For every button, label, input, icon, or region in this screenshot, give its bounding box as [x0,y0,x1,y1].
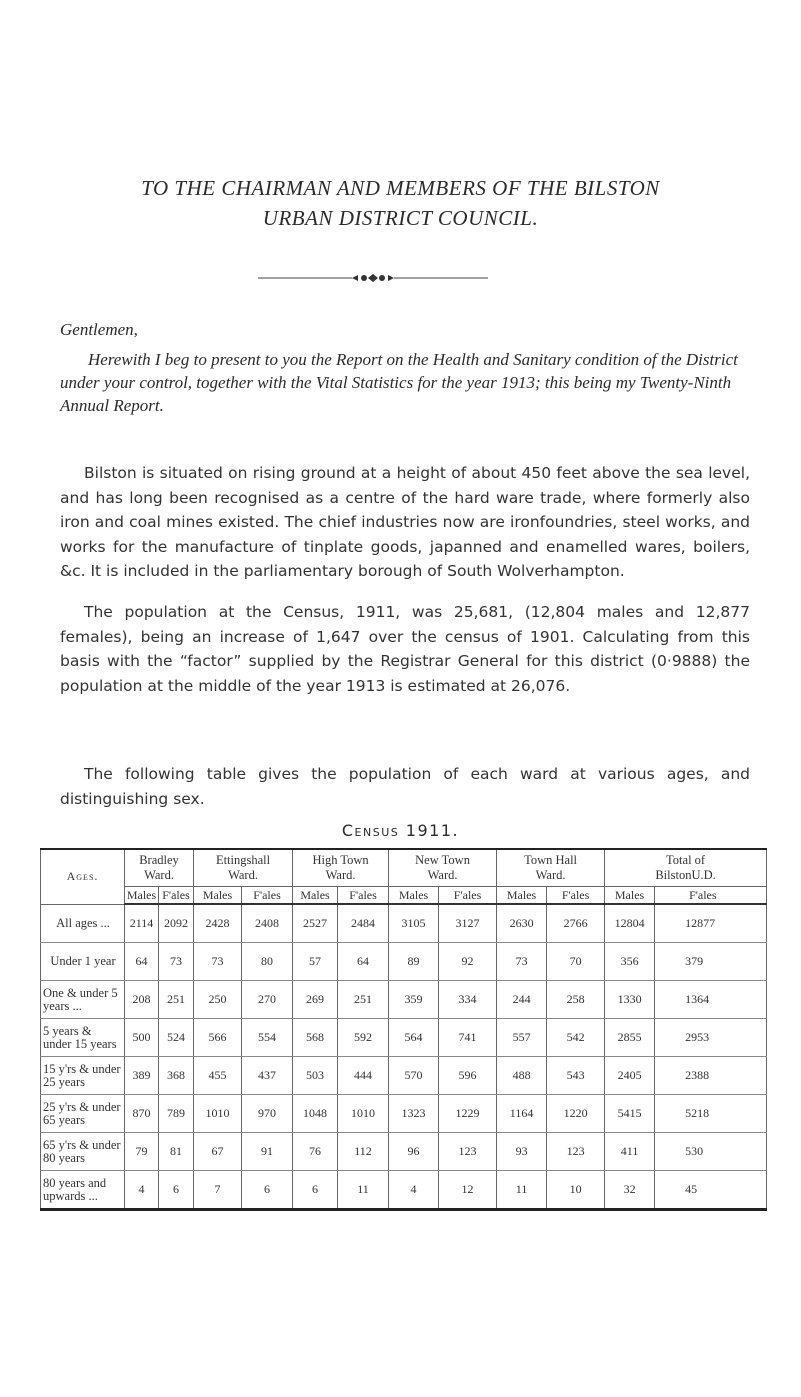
males-count-cell: 6 [293,1171,338,1210]
ward-header: High Town Ward. [293,849,389,887]
females-count-cell: 92 [439,943,497,981]
males-header: Males [389,887,439,905]
males-count-cell: 2527 [293,904,338,943]
heading-line-1: TO THE CHAIRMAN AND MEMBERS OF THE BILSTON [141,176,660,200]
females-count-cell: 12877 [655,904,767,943]
females-count-cell: 123 [439,1133,497,1171]
males-count-cell: 32 [605,1171,655,1210]
females-count-cell: 64 [338,943,389,981]
males-count-cell: 1164 [497,1095,547,1133]
males-count-cell: 89 [389,943,439,981]
males-header: Males [125,887,159,905]
females-count-cell: 334 [439,981,497,1019]
females-count-cell: 112 [338,1133,389,1171]
females-count-cell: 741 [439,1019,497,1057]
females-count-cell: 70 [547,943,605,981]
females-count-cell: 530 [655,1133,767,1171]
males-count-cell: 96 [389,1133,439,1171]
males-header: Males [497,887,547,905]
females-count-cell: 91 [242,1133,293,1171]
females-count-cell: 81 [159,1133,194,1171]
males-count-cell: 557 [497,1019,547,1057]
females-count-cell: 1229 [439,1095,497,1133]
males-count-cell: 79 [125,1133,159,1171]
males-count-cell: 208 [125,981,159,1019]
heading-line-2: URBAN DISTRICT COUNCIL. [262,206,539,230]
males-count-cell: 568 [293,1019,338,1057]
males-count-cell: 4 [389,1171,439,1210]
females-count-cell: 258 [547,981,605,1019]
females-header: F'ales [159,887,194,905]
males-count-cell: 2855 [605,1019,655,1057]
males-count-cell: 455 [194,1057,242,1095]
females-count-cell: 251 [338,981,389,1019]
females-count-cell: 379 [655,943,767,981]
males-count-cell: 7 [194,1171,242,1210]
females-count-cell: 73 [159,943,194,981]
males-count-cell: 356 [605,943,655,981]
females-count-cell: 444 [338,1057,389,1095]
males-count-cell: 1048 [293,1095,338,1133]
females-count-cell: 554 [242,1019,293,1057]
age-group-label: 15 y'rs & under 25 years [41,1057,125,1095]
females-count-cell: 45 [655,1171,767,1210]
males-count-cell: 870 [125,1095,159,1133]
females-count-cell: 123 [547,1133,605,1171]
females-count-cell: 437 [242,1057,293,1095]
males-header: Males [605,887,655,905]
females-count-cell: 1010 [338,1095,389,1133]
males-count-cell: 93 [497,1133,547,1171]
table-row [41,981,767,1019]
females-count-cell: 2484 [338,904,389,943]
males-count-cell: 488 [497,1057,547,1095]
males-count-cell: 411 [605,1133,655,1171]
females-count-cell: 2766 [547,904,605,943]
females-count-cell: 5218 [655,1095,767,1133]
ward-header: Bradley Ward. [125,849,194,887]
table-sex-header-row [41,887,767,905]
females-header: F'ales [242,887,293,905]
ward-header: Total of BilstonU.D. [605,849,767,887]
age-group-label: Under 1 year [41,943,125,981]
females-count-cell: 2408 [242,904,293,943]
females-count-cell: 3127 [439,904,497,943]
males-count-cell: 500 [125,1019,159,1057]
females-count-cell: 251 [159,981,194,1019]
age-group-label: 80 years and upwards ... [41,1171,125,1210]
table-ward-header-row [41,849,767,887]
ward-header: Ettingshall Ward. [194,849,293,887]
females-count-cell: 789 [159,1095,194,1133]
males-count-cell: 570 [389,1057,439,1095]
males-count-cell: 67 [194,1133,242,1171]
females-count-cell: 596 [439,1057,497,1095]
paragraph-location: Bilston is situated on rising ground at a height of about 450 feet above the sea level, and has long been recognised as a centre of the hard ware trade, where formerly also iron and coal mines existed. The chief industries now are ironfoundries, steel works, and works for the manufacture of tinplate goods, japanned and enamelled wares, boilers, &c. It is included in the parliamentary borough of South Wolverhampton. [60,464,750,580]
age-group-label: All ages ... [41,904,125,943]
females-count-cell: 970 [242,1095,293,1133]
ward-header: New Town Ward. [389,849,497,887]
intro-paragraph: Herewith I beg to present to you the Report on the Health and Sanitary condition of the District under your control, together with the Vital Statistics for the year 1913; this being my Twenty-Ninth Annual Report. [60,350,738,415]
females-count-cell: 368 [159,1057,194,1095]
males-count-cell: 57 [293,943,338,981]
males-count-cell: 1323 [389,1095,439,1133]
males-count-cell: 73 [194,943,242,981]
females-count-cell: 2953 [655,1019,767,1057]
males-header: Males [293,887,338,905]
males-count-cell: 566 [194,1019,242,1057]
females-count-cell: 10 [547,1171,605,1210]
paragraph-table-intro: The following table gives the population of each ward at various ages, and distinguishing sex. [60,765,750,808]
age-group-label: One & under 5 years ... [41,981,125,1019]
age-group-label: 65 y'rs & under 80 years [41,1133,125,1171]
males-count-cell: 3105 [389,904,439,943]
males-header: Males [194,887,242,905]
males-count-cell: 2114 [125,904,159,943]
males-count-cell: 76 [293,1133,338,1171]
males-count-cell: 389 [125,1057,159,1095]
males-count-cell: 4 [125,1171,159,1210]
ward-header: Town Hall Ward. [497,849,605,887]
census-table [40,848,767,1211]
males-count-cell: 64 [125,943,159,981]
females-header: F'ales [547,887,605,905]
females-count-cell: 524 [159,1019,194,1057]
females-count-cell: 6 [242,1171,293,1210]
ages-header: Ages. [41,849,125,904]
females-count-cell: 592 [338,1019,389,1057]
males-count-cell: 359 [389,981,439,1019]
females-count-cell: 80 [242,943,293,981]
females-count-cell: 270 [242,981,293,1019]
table-row [41,1171,767,1210]
males-count-cell: 250 [194,981,242,1019]
females-count-cell: 1364 [655,981,767,1019]
females-header: F'ales [439,887,497,905]
males-count-cell: 564 [389,1019,439,1057]
table-row [41,943,767,981]
males-count-cell: 1330 [605,981,655,1019]
females-header: F'ales [655,887,767,905]
ornament-divider [258,273,488,283]
females-count-cell: 6 [159,1171,194,1210]
table-row [41,904,767,943]
males-count-cell: 1010 [194,1095,242,1133]
census-title: Census 1911. [341,821,460,840]
males-count-cell: 11 [497,1171,547,1210]
males-count-cell: 503 [293,1057,338,1095]
males-count-cell: 5415 [605,1095,655,1133]
age-group-label: 5 years & under 15 years [41,1019,125,1057]
females-count-cell: 2092 [159,904,194,943]
females-count-cell: 542 [547,1019,605,1057]
table-row [41,1019,767,1057]
paragraph-population: The population at the Census, 1911, was 25,681, (12,804 males and 12,877 females), being an increase of 1,647 over the census of 1901. Calculating from this basis with the “factor” supplied by the Registrar General for this district (0·9888) the population at the middle of the year 1913 is estimated at 26,076. [60,603,750,695]
age-group-label: 25 y'rs & under 65 years [41,1095,125,1133]
males-count-cell: 73 [497,943,547,981]
table-row [41,1057,767,1095]
males-count-cell: 2630 [497,904,547,943]
males-count-cell: 2405 [605,1057,655,1095]
males-count-cell: 2428 [194,904,242,943]
table-row [41,1095,767,1133]
males-count-cell: 244 [497,981,547,1019]
females-count-cell: 12 [439,1171,497,1210]
males-count-cell: 269 [293,981,338,1019]
table-row [41,1133,767,1171]
females-header: F'ales [338,887,389,905]
females-count-cell: 2388 [655,1057,767,1095]
females-count-cell: 543 [547,1057,605,1095]
males-count-cell: 12804 [605,904,655,943]
females-count-cell: 1220 [547,1095,605,1133]
females-count-cell: 11 [338,1171,389,1210]
salutation: Gentlemen, [60,320,138,339]
